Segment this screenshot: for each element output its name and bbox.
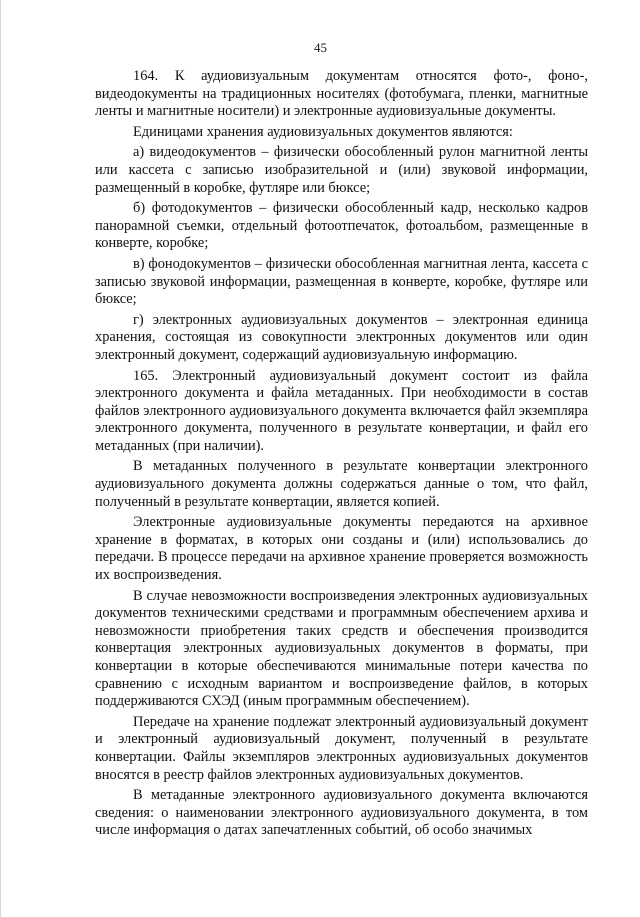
paragraph-item-v-phono: в) фонодокументов – физически обособленная магнитная лента, кассета с записью звуковой информации, размещенная в конверте, коробке, футляре или бюксе; [95,255,588,308]
paragraph-conversion: В случае невозможности воспроизведения электронных аудиовизуальных документов техническими средствами и программным обеспечением архива и невозможности приобретения таких средств и обеспечения производится конвертация электронных аудиовизуальных документов в форматы, при конвертации в которые обеспечиваются минимальные потери качества по сравнению с исходным вариантом и воспроизведение файлов, в которых поддерживаются СХЭД (иным программным обеспечением). [95,587,588,710]
paragraph-transfer-formats: Электронные аудиовизуальные документы передаются на архивное хранение в форматах, в которых они созданы и (или) использовались до передачи. В процессе передачи на архивное хранение проверяется возможность их воспроизведения. [95,514,588,584]
paragraph-item-b-photo: б) фотодокументов – физически обособленный кадр, несколько кадров панорамной съемки, отдельный фотоотпечаток, фотоальбом, размещенные в конверте, коробке; [95,200,588,252]
paragraph-164: 164. К аудиовизуальным документам относятся фото-, фоно-, видеодокументы на традиционных носителях (фотобумага, пленки, магнитные ленты и магнитные носители) и электронные аудиовизуальные документы. [95,68,588,120]
document-body [95,68,588,843]
paragraph-metadata-copy: В метаданных полученного в результате конвертации электронного аудиовизуального документа должны содержаться данные о том, что файл, полученный в результате конвертации, является копией. [95,458,588,510]
paragraph-item-a-video: а) видеодокументов – физически обособленный рулон магнитной ленты или кассета с записью изобразительной и (или) звуковой информации, размещенный в коробке, футляре или бюксе; [95,144,588,196]
paragraph-transfer-subject: Передаче на хранение подлежат электронный аудиовизуальный документ и электронный аудиовизуальный документ, полученный в результате конвертации. Файлы экземпляров электронных аудиовизуальных документов вносятся в реестр файлов электронных аудиовизуальных документов. [95,713,588,783]
paragraph-165: 165. Электронный аудиовизуальный документ состоит из файла электронного документа и файла метаданных. При необходимости в состав файлов электронного аудиовизуального документа включается файл экземпляра электронного документа, полученного в результате конвертации, и файл его метаданных (при наличии). [95,367,588,454]
paragraph-storage-units-intro: Единицами хранения аудиовизуальных документов являются: [133,123,513,140]
paragraph-item-g-electronic: г) электронных аудиовизуальных документов – электронная единица хранения, состоящая из совокупности электронных документов или один электронный документ, содержащий аудиовизуальную информацию. [95,311,588,363]
page-number: 45 [314,40,327,55]
paragraph-metadata-contents: В метаданные электронного аудиовизуального документа включаются сведения: о наименовании электронного аудиовизуального документа, в том числе информация о датах запечатленных событий, об особо значимых [95,787,588,839]
